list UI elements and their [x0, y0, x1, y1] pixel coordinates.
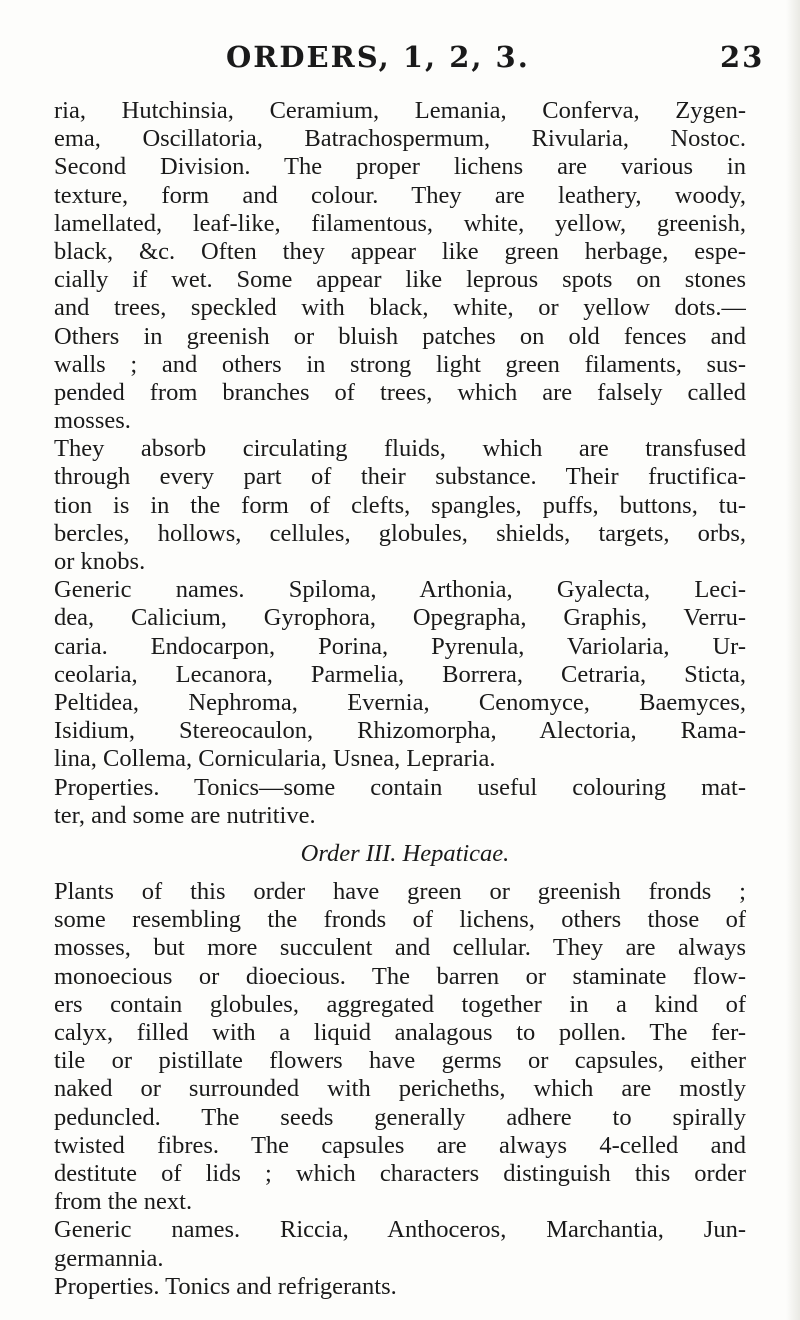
running-head [0, 40, 800, 84]
text-line: mosses. [54, 407, 131, 435]
text-line: They absorb circulating fluids, which are transfused [54, 435, 746, 463]
text-line: germannia. [54, 1244, 164, 1272]
text-line: walls ; and others in strong light green filaments, sus- [54, 350, 746, 378]
text-line: naked or surrounded with pericheths, which are mostly [54, 1075, 746, 1103]
text-line: texture, form and colour. They are leathery, woody, [54, 181, 746, 209]
text-line: Generic names. Spiloma, Arthonia, Gyalecta, Leci- [54, 576, 746, 604]
page-edge-shadow [786, 0, 800, 1320]
text-line: Generic names. Riccia, Anthoceros, Marchantia, Jun- [54, 1216, 746, 1244]
text-line: or knobs. [54, 548, 146, 575]
text-line: cially if wet. Some appear like leprous spots on stones [54, 266, 746, 294]
text-line: some resembling the fronds of lichens, others those of [54, 906, 746, 934]
text-line: mosses, but more succulent and cellular. They are always [54, 934, 746, 962]
text-line: lina, Collema, Cornicularia, Usnea, Lepraria. [54, 745, 496, 773]
text-line: bercles, hollows, cellules, globules, shields, targets, orbs, [54, 519, 746, 547]
page-number: 23 [720, 40, 765, 74]
body-text [54, 97, 746, 1301]
text-line: destitute of lids ; which characters distinguish this order [54, 1159, 746, 1187]
text-line: lamellated, leaf-like, filamentous, white, yellow, greenish, [54, 209, 746, 237]
text-line: caria. Endocarpon, Porina, Pyrenula, Variolaria, Ur- [54, 632, 746, 660]
text-line: tion is in the form of clefts, spangles, puffs, buttons, tu- [54, 491, 746, 519]
text-line: Isidium, Stereocaulon, Rhizomorpha, Alectoria, Rama- [54, 717, 746, 745]
text-line: ter, and some are nutritive. [54, 801, 316, 829]
section-gap [54, 868, 746, 878]
text-line: tile or pistillate flowers have germs or capsules, either [54, 1047, 746, 1075]
text-line: peduncled. The seeds generally adhere to spirally [54, 1103, 746, 1131]
text-line: from the next. [54, 1188, 193, 1216]
running-head-title: ORDERS, 1, 2, 3. [226, 40, 530, 74]
text-line: Others in greenish or bluish patches on old fences and [54, 322, 746, 350]
text-line: monoecious or dioecious. The barren or staminate flow- [54, 962, 746, 990]
text-line: twisted fibres. The capsules are always 4-celled and [54, 1131, 746, 1159]
text-line: ria, Hutchinsia, Ceramium, Lemania, Conferva, Zygen- [54, 97, 746, 124]
text-line: Peltidea, Nephroma, Evernia, Cenomyce, Baemyces, [54, 688, 746, 716]
text-line: and trees, speckled with black, white, or yellow dots.— [54, 294, 746, 322]
text-line: ers contain globules, aggregated together in a kind of [54, 990, 746, 1018]
text-line: ema, Oscillatoria, Batrachospermum, Rivularia, Nostoc. [54, 125, 746, 153]
section-gap [54, 830, 746, 840]
text-line: black, &c. Often they appear like green herbage, espe- [54, 237, 746, 265]
text-line: calyx, filled with a liquid analagous to pollen. The fer- [54, 1019, 746, 1046]
text-line: Properties. Tonics and refrigerants. [54, 1272, 397, 1300]
text-line: pended from branches of trees, which are falsely called [54, 378, 746, 406]
text-line: Properties. Tonics—some contain useful colouring mat- [54, 773, 746, 801]
text-line: dea, Calicium, Gyrophora, Opegrapha, Graphis, Verru- [54, 604, 746, 632]
text-line: Plants of this order have green or greenish fronds ; [54, 878, 746, 906]
text-line: through every part of their substance. Their fructifica- [54, 463, 746, 491]
text-line: ceolaria, Lecanora, Parmelia, Borrera, Cetraria, Sticta, [54, 660, 746, 688]
order-heading: Order III. Hepaticae. [300, 839, 510, 867]
text-line: Second Division. The proper lichens are various in [54, 153, 746, 181]
